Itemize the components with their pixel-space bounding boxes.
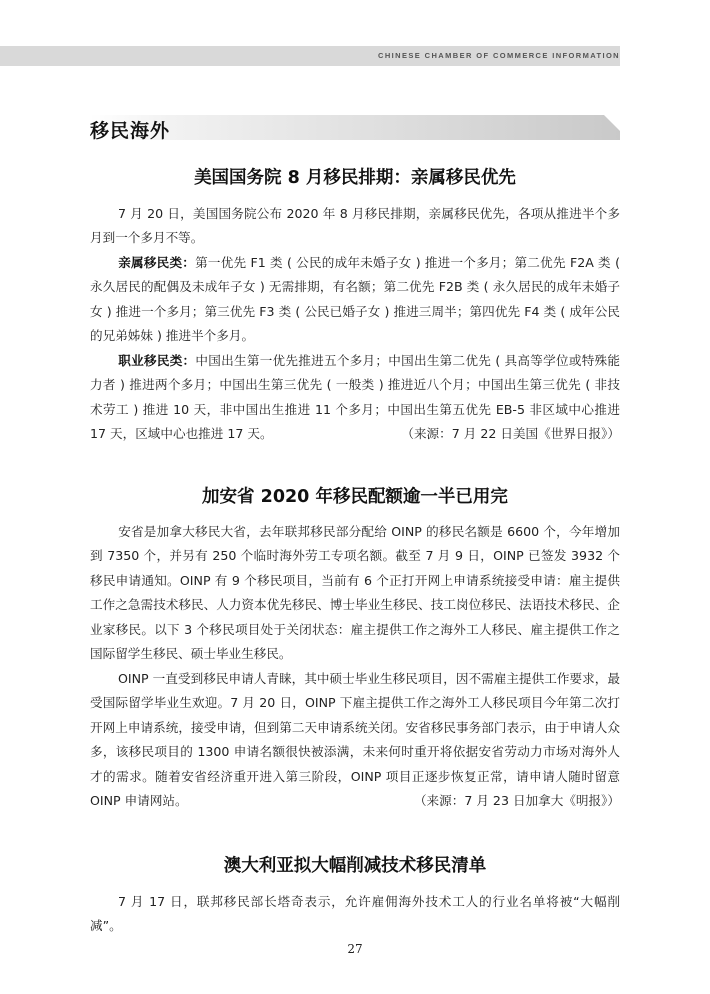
article-3-paragraph-1: 7 月 17 日，联邦移民部长塔奇表示，允许雇佣海外技术工人的行业名单将被“大幅削减”。 bbox=[90, 894, 620, 934]
label-employment-immigration: 职业移民类： bbox=[118, 353, 196, 368]
article-1-paragraph-1: 7 月 20 日，美国国务院公布 2020 年 8 月移民排期，亲属移民优先，各项从推进半个多月到一个多月不等。 bbox=[90, 206, 620, 246]
article-2-source: （来源：7 月 23 日加拿大《明报》） bbox=[413, 793, 620, 809]
article-2-paragraph-2: OINP 一直受到移民申请人青睐，其中硕士毕业生移民项目，因不需雇主提供工作要求，最受国际留学毕业生欢迎。7 月 20 日，OINP 下雇主提供工作之海外工人移民项目今年第二次打开网上申请系统，接受申请，但到第二天申请系统关闭。安省移民事务部门表示，由于申请人众多，该移民项目的 1300 申请名额很快被添满，未来何时重开将依据安省劳动力市场对海外人才的需求。随着安省经济重开进入第三阶段，OINP 项目正逐步恢复正常，请申请人随时留意 OINP 申请网站。 （来源：7 月 23 日加拿大《明报》） bbox=[90, 667, 620, 813]
running-header: CHINESE CHAMBER OF COMMERCE INFORMATION bbox=[378, 51, 620, 60]
section-band-corner bbox=[604, 115, 620, 131]
article-2-paragraph-1: 安省是加拿大移民大省，去年联邦移民部分配给 OINP 的移民名额是 6600 个，今年增加到 7350 个，并另有 250 个临时海外劳工专项名额。截至 7 月 9 日，OINP 已签发 3932 个移民申请通知。OINP 有 9 个移民项目，当前有 6 个正打开网上申请系统接受申请：雇主提供工作之急需技术移民、人力资本优先移民、博士毕业生移民、技工岗位移民、法语技术移民、企业家移民。以下 3 个移民项目处于关闭状态：雇主提供工作之海外工人移民、雇主提供工作之国际留学生移民、硕士毕业生移民。 bbox=[90, 524, 620, 662]
article-1-paragraph-2: 亲属移民类：第一优先 F1 类 ( 公民的成年未婚子女 ) 推进一个多月；第二优先 F2A 类 ( 永久居民的配偶及未成年子女 ) 无需排期，有名额；第二优先 F2B 类 ( 永久居民的成年未婚子女 ) 推进一个多月；第三优先 F3 类 ( 公民已婚子女 ) 推进三周半；第四优先 F4 类 ( 成年公民的兄弟姊妹 ) 推进半个多月。 bbox=[90, 255, 620, 344]
article-1-source: （来源：7 月 22 日美国《世界日报》） bbox=[401, 426, 620, 442]
article-1-paragraph-3: 职业移民类：中国出生第一优先推进五个多月；中国出生第二优先 ( 具高等学位或特殊能力者 ) 推进两个多月；中国出生第三优先 ( 一般类 ) 推进近八个月；中国出生第三优先 ( 非技术劳工 ) 推进 10 天，非中国出生推进 11 个多月；中国出生第五优先 EB-5 非区域中心推进 17 天，区域中心也推进 17 天。 （来源：7 月 22 日美国《世界日报》） bbox=[90, 349, 620, 447]
article-title-3: 澳大利亚拟大幅削减技术移民清单 bbox=[223, 856, 487, 876]
page-number: 27 bbox=[347, 942, 363, 956]
article-title-1: 美国国务院 8 月移民排期：亲属移民优先 bbox=[194, 168, 516, 188]
section-title: 移民海外 bbox=[90, 120, 171, 142]
article-title-2: 加安省 2020 年移民配额逾一半已用完 bbox=[202, 487, 508, 507]
label-family-immigration: 亲属移民类： bbox=[118, 255, 196, 270]
